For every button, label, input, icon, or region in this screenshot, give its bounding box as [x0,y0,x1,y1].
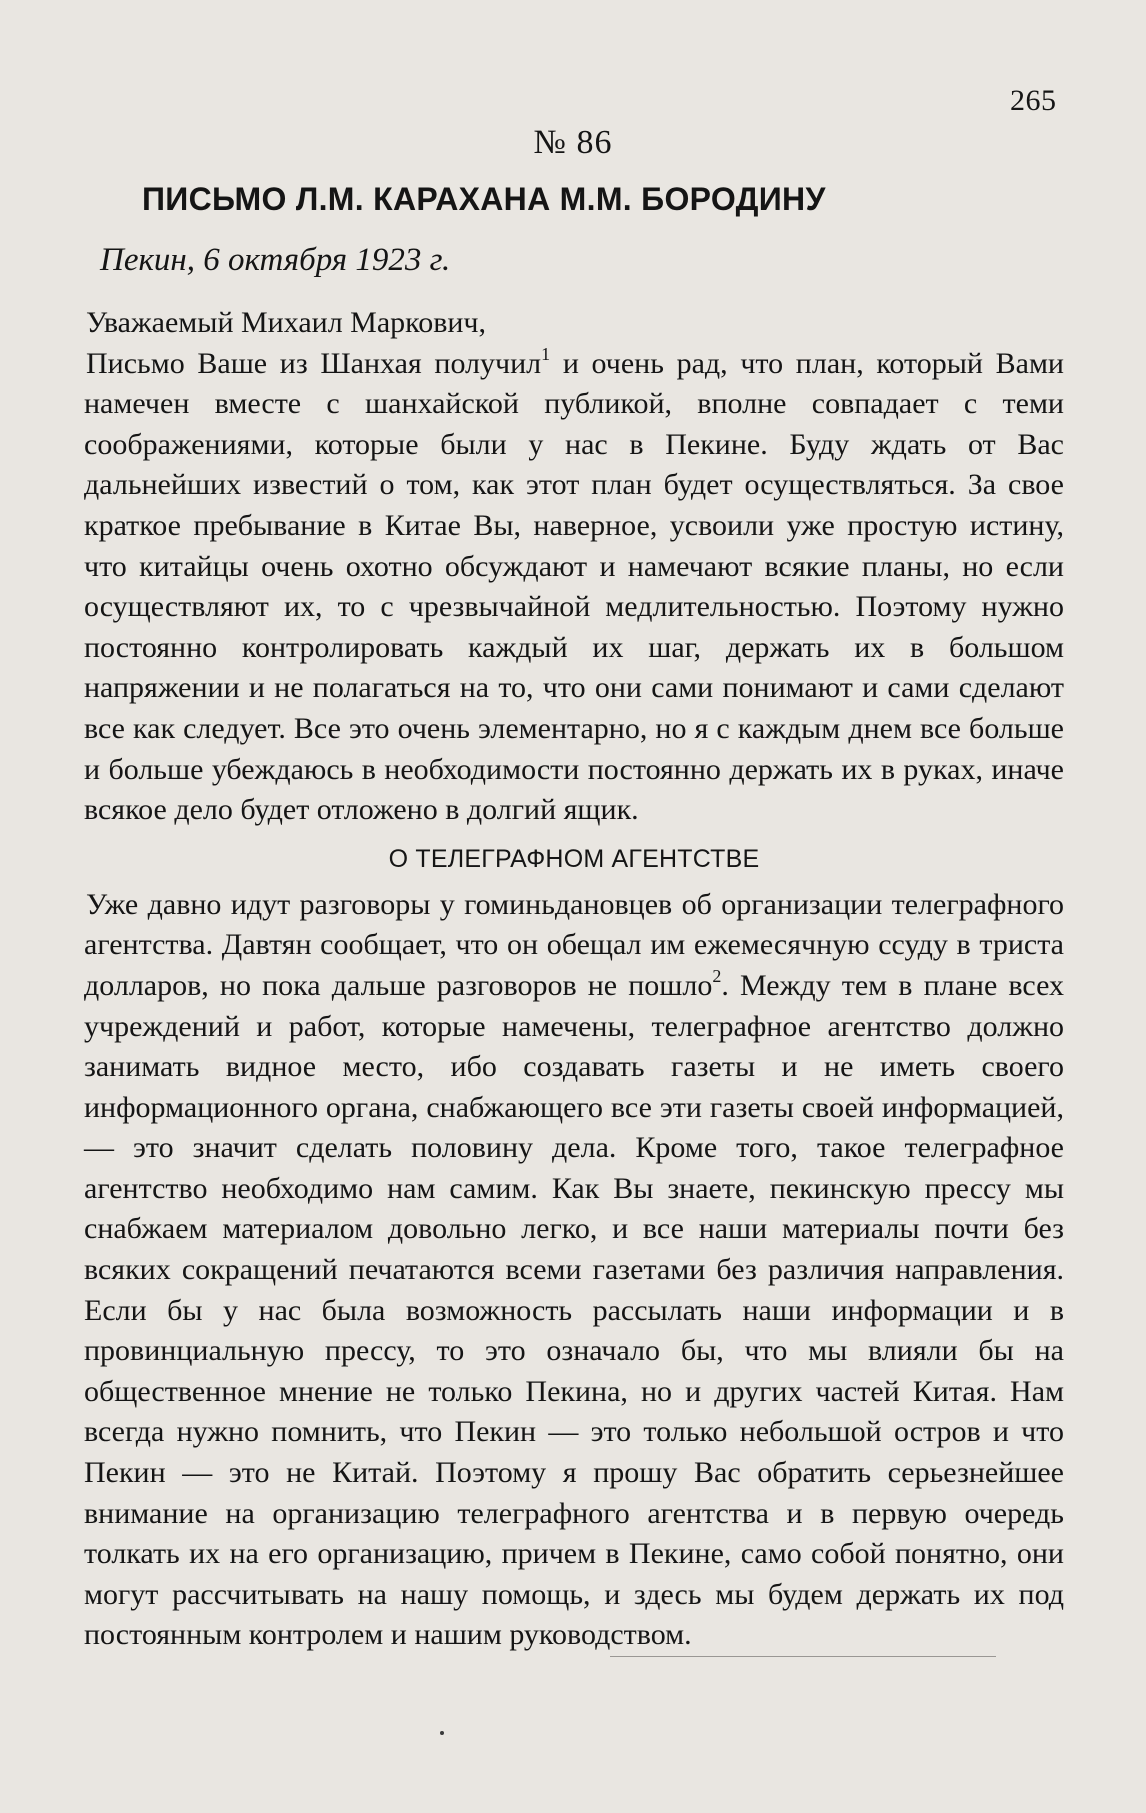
place-date: Пекин, 6 октября 1923 г. [100,242,451,278]
salutation: Уважаемый Михаил Маркович, [86,306,487,339]
document-title: ПИСЬМО Л.М. КАРАХАНА М.М. БОРОДИНУ [142,181,826,217]
letter-body [84,303,1064,1656]
document-number: № 86 [533,124,613,161]
paragraph-2-start: Уже давно идут разговоры у гоминьдановцев об организации телеграфного агентства. Давтян сообщает, что он обещал им ежемесячную ссуду в триста долларов, но пока дальше разговоров не пошло [84,887,1064,1002]
section-heading: О ТЕЛЕГРАФНОМ АГЕНТСТВЕ [388,844,760,873]
page-number: 265 [1010,84,1057,117]
print-speck [440,1731,444,1735]
paragraph-1-start: Письмо Ваше из Шанхая получил [86,346,542,380]
paragraph-1-rest: и очень рад, что план, который Вами намечен вместе с шанхайской публикой, вполне совпадает с теми соображениями, которые были у нас в Пекине. Буду ждать от Вас дальнейших известий о том, как этот план будет осуществляться. За свое краткое пребывание в Китае Вы, наверное, усвоили уже простую истину, что китайцы очень охотно обсуждают и намечают всякие планы, но если осуществляют их, то с чрезвычайной медлительностью. Поэтому нужно постоянно контролировать каждый их шаг, держать их в большом напряжении и не полагаться на то, что они сами понимают и сами сделают все как следует. Все это очень элементарно, но я с каждым днем все больше и больше убеждаюсь в необходимости постоянно держать их в руках, иначе всякое дело будет отложено в долгий ящик. [84,346,1064,827]
paragraph-2-rest: . Между тем в плане всех учреждений и работ, которые намечены, телеграфное агентство должно занимать видное место, ибо создавать газеты и не иметь своего информационного органа, снабжающего все эти газеты своей информацией, — это значит сделать половину дела. Кроме того, такое телеграфное агентство необходимо нам самим. Как Вы знаете, пекинскую прессу мы снабжаем материалом довольно легко, и все наши материалы почти без всяких сокращений печатаются всеми газетами без различия направления. Если бы у нас была возможность рассылать наши информации и в провинциальную прессу, то это означало бы, что мы влияли бы на общественное мнение не только Пекина, но и других частей Китая. Нам всегда нужно помнить, что Пекин — это только небольшой остров и что Пекин — это не Китай. Поэтому я прошу Вас обратить серьезнейшее внимание на организацию телеграфного агентства и в первую очередь толкать их на его организацию, причем в Пекине, само собой понятно, они могут рассчитывать на нашу помощь, и здесь мы будем держать их под постоянным контролем и нашим руководством. [84,968,1065,1652]
footnote-divider [610,1656,996,1657]
footnote-ref-2: 2 [712,965,722,986]
footnote-ref-1: 1 [541,343,551,364]
paragraph-2 [84,885,1064,1656]
paragraph-1 [84,344,1064,831]
